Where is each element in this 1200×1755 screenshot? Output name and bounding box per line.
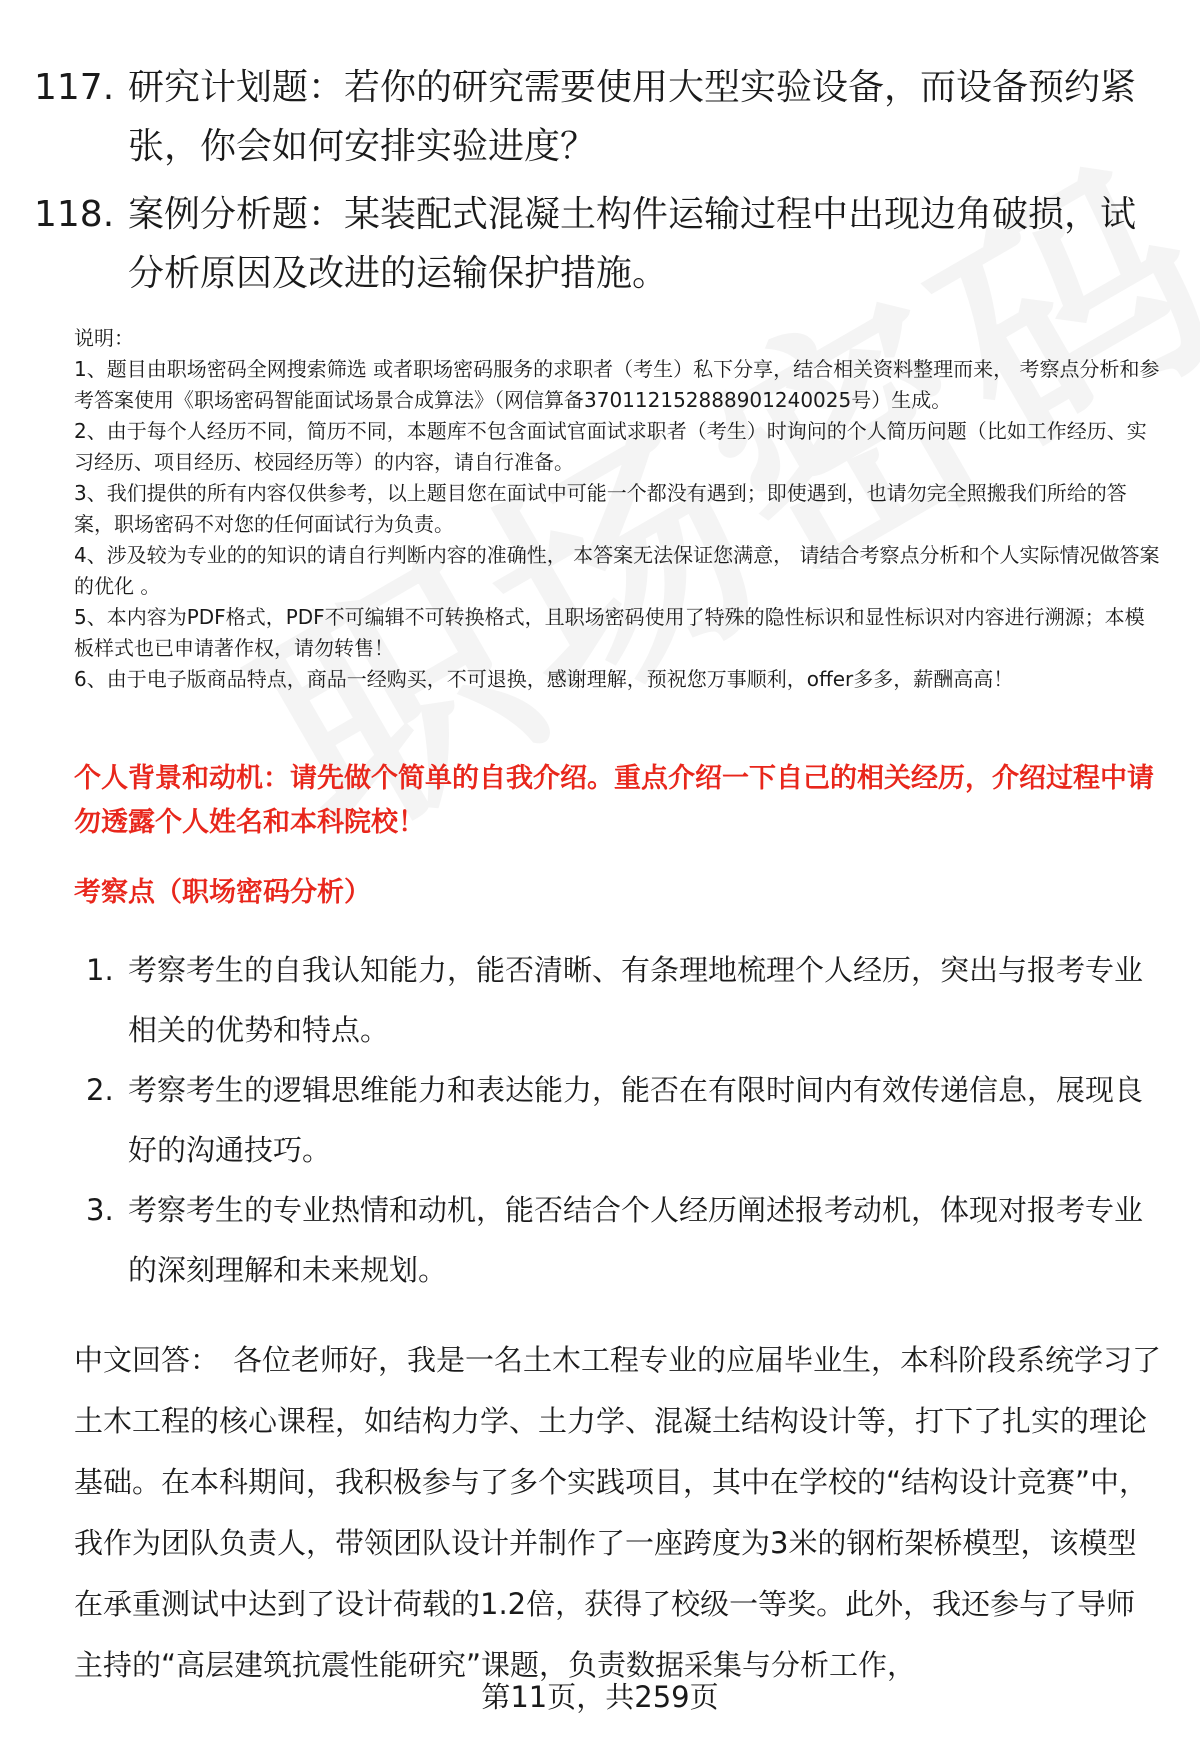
answer-text: 各位老师好，我是一名土木工程专业的应届毕业生，本科阶段系统学习了土木工程的核心课程，如结构力学、土力学、混凝土结构设计等，打下了扎实的理论基础。在本科期间，我积极参与了多个实践项目，其中在学校的“结构设计竞赛”中，我作为团队负责人，带领团队设计并制作了一座跨度为3米的钢桁架桥模型，该模型在承重测试中达到了设计荷载的1.2倍，获得了校级一等奖。此外，我还参与了导师主持的“高层建筑抗震性能研究”课题，负责数据采集与分析工作， xyxy=(74,1343,1162,1682)
page-number: 第11页，共259页 xyxy=(481,1680,719,1714)
background-question-title: 个人背景和动机：请先做个简单的自我介绍。重点介绍一下自己的相关经历，介绍过程中请勿透露个人姓名和本科院校！ xyxy=(74,763,1154,838)
assessment-points-list xyxy=(74,940,1164,1300)
note-item: 6、由于电子版商品特点，商品一经购买，不可退换，感谢理解，预祝您万事顺利，offer多多，薪酬高高！ xyxy=(74,667,1014,691)
list-item-number: 1. xyxy=(86,953,114,987)
list-item xyxy=(74,1180,1164,1300)
question-number: 118. xyxy=(34,194,115,235)
question-text: 案例分析题：某装配式混凝土构件运输过程中出现边角破损，试分析原因及改进的运输保护措施。 xyxy=(128,194,1137,294)
assessment-points-title: 考察点（职场密码分析） xyxy=(74,877,371,908)
note-item: 2、由于每个人经历不同，简历不同，本题库不包含面试官面试求职者（考生）时询问的个人简历问题（比如工作经历、实习经历、项目经历、校园经历等）的内容，请自行准备。 xyxy=(74,419,1147,474)
list-item-number: 3. xyxy=(86,1193,114,1227)
note-item: 5、本内容为PDF格式，PDF不可编辑不可转换格式，且职场密码使用了特殊的隐性标识和显性标识对内容进行溯源；本模板样式也已申请著作权，请勿转售！ xyxy=(74,605,1145,660)
note-item: 3、我们提供的所有内容仅供参考，以上题目您在面试中可能一个都没有遇到；即使遇到，也请勿完全照搬我们所给的答案，职场密码不对您的任何面试行为负责。 xyxy=(74,481,1127,536)
answer-section xyxy=(74,1330,1164,1696)
question-118 xyxy=(34,185,1164,303)
question-text: 研究计划题：若你的研究需要使用大型实验设备，而设备预约紧张，你会如何安排实验进度？ xyxy=(128,67,1137,167)
notes-heading: 说明： xyxy=(74,326,134,350)
question-number: 117. xyxy=(34,67,115,108)
list-item-text: 考察考生的专业热情和动机，能否结合个人经历阐述报考动机，体现对报考专业的深刻理解和未来规划。 xyxy=(128,1193,1144,1287)
list-item xyxy=(74,940,1164,1060)
list-item xyxy=(74,1060,1164,1180)
list-item-number: 2. xyxy=(86,1073,114,1107)
note-item: 4、涉及较为专业的的知识的请自行判断内容的准确性， 本答案无法保证您满意， 请结合考察点分析和个人实际情况做答案的优化 。 xyxy=(74,543,1160,598)
notes-section xyxy=(74,323,1164,695)
list-item-text: 考察考生的逻辑思维能力和表达能力，能否在有限时间内有效传递信息，展现良好的沟通技巧。 xyxy=(128,1073,1144,1167)
note-item: 1、题目由职场密码全网搜索筛选 或者职场密码服务的求职者（考生）私下分享，结合相关资料整理而来， 考察点分析和参考答案使用《职场密码智能面试场景合成算法》（网信算备370112152888901240025号）生成。 xyxy=(74,357,1160,412)
list-item-text: 考察考生的自我认知能力，能否清晰、有条理地梳理个人经历，突出与报考专业相关的优势和特点。 xyxy=(128,953,1144,1047)
question-117 xyxy=(34,58,1164,176)
answer-label: 中文回答： xyxy=(74,1343,220,1377)
